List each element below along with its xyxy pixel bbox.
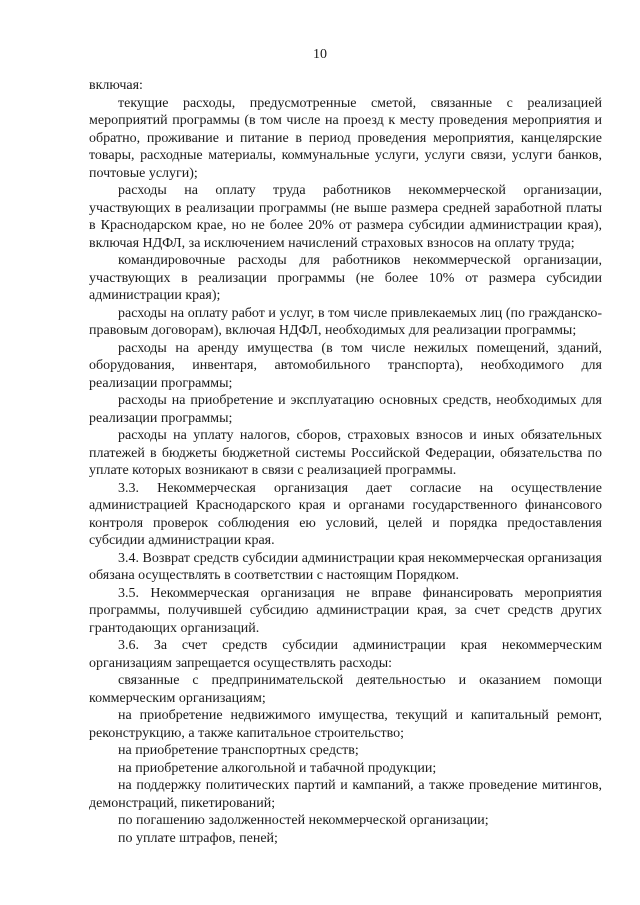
paragraph: 3.5. Некоммерческая организация не вправе финансировать мероприятия программы, получившей субсидию администрации края, за счет средств других грантодающих организаций.: [89, 585, 602, 636]
document-body: [89, 77, 602, 847]
paragraph: на поддержку политических партий и кампаний, а также проведение митингов, демонстраций, пикетирований;: [89, 778, 602, 811]
paragraph: на приобретение транспортных средств;: [118, 743, 359, 758]
page-number: 10: [313, 47, 327, 62]
paragraph: связанные с предпринимательской деятельностью и оказанием помощи коммерческим организациям;: [89, 673, 602, 706]
paragraph: по уплате штрафов, пеней;: [118, 830, 278, 846]
paragraph: расходы на оплату работ и услуг, в том числе привлекаемых лиц (по гражданско-правовым договорам), включая НДФЛ, необходимых для реализации программы;: [89, 305, 602, 338]
paragraph: расходы на приобретение и эксплуатацию основных средств, необходимых для реализации программы;: [89, 393, 602, 426]
paragraph: 3.6. За счет средств субсидии администрации края некоммерческим организациям запрещается осуществлять расходы:: [89, 638, 602, 671]
paragraph: на приобретение алкогольной и табачной продукции;: [118, 760, 437, 776]
paragraph: 3.4. Возврат средств субсидии администрации края некоммерческая организация обязана осуществлять в соответствии с настоящим Порядком.: [89, 550, 602, 583]
paragraph: включая:: [89, 78, 143, 93]
paragraph: командировочные расходы для работников некоммерческой организации, участвующих в реализации программы (не более 10% от размера субсидии администрации края);: [89, 253, 602, 303]
paragraph: расходы на уплату налогов, сборов, страховых взносов и иных обязательных платежей в бюджеты бюджетной системы Российской Федерации, обязательства по уплате которых возникают в связи с реализацией программы.: [89, 428, 602, 478]
paragraph: текущие расходы, предусмотренные сметой, связанные с реализацией мероприятий программы (в том числе на проезд к месту проведения мероприятия и обратно, проживание и питание в период проведения мероприятия, канцелярские товары, расходные материалы, коммунальные услуги, услуги связи, услуги банков, почтовые услуги);: [89, 95, 602, 181]
paragraph: расходы на оплату труда работников некоммерческой организации, участвующих в реализации программы (не выше размера средней заработной платы в Краснодарском крае, но не более 20% от размера субсидии администрации края), включая НДФЛ, за исключением начислений страховых взносов на оплату труда;: [89, 183, 602, 251]
paragraph: на приобретение недвижимого имущества, текущий и капитальный ремонт, реконструкцию, а также капитальное строительство;: [89, 708, 602, 741]
paragraph: расходы на аренду имущества (в том числе нежилых помещений, зданий, оборудования, инвентаря, автомобильного транспорта), необходимого для реализации программы;: [89, 340, 602, 391]
paragraph: 3.3. Некоммерческая организация дает согласие на осуществление администрацией Краснодарского края и органами государственного финансового контроля проверок соблюдения ею условий, целей и порядка предоставления субсидии администрации края.: [89, 480, 602, 548]
paragraph: по погашению задолженностей некоммерческой организации;: [118, 813, 489, 828]
